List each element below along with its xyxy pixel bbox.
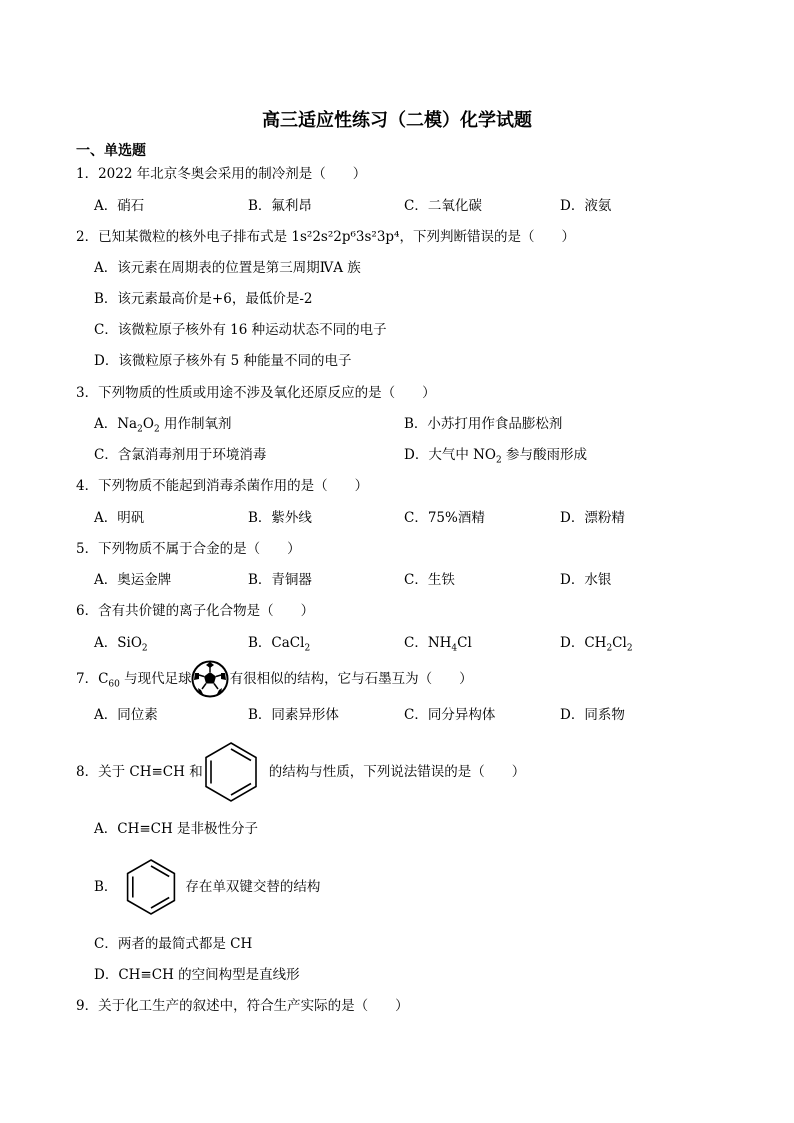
question-5: 5．下列物质不属于合金的是（ ） (76, 541, 301, 557)
q6-d-pre: D．CH (560, 635, 607, 651)
q6-d-sub2: 2 (626, 643, 633, 654)
q6-c-sub: 4 (451, 643, 458, 654)
q3-a-sub1: 2 (137, 424, 143, 435)
q3-d-post: 参与酸雨形成 (501, 447, 588, 463)
q7-stem-pre: 7．C (76, 671, 109, 687)
q3-option-c: C．含氯消毒剂用于环境消毒 (94, 447, 267, 463)
q2-option-c: C．该微粒原子核外有 16 种运动状态不同的电子 (94, 322, 387, 338)
q2-stem-pre: 2．已知某微粒的核外电子排布式是 (76, 229, 292, 245)
q6-c-pre: C．NH (404, 635, 452, 651)
q7-stem-sub: 60 (108, 679, 120, 690)
question-1: 1．2022 年北京冬奥会采用的制冷剂是（ ） (76, 166, 367, 182)
q4-option-a: A．明矾 (94, 510, 145, 526)
q7-stem-post: 有很相似的结构，它与石墨互为（ ） (229, 671, 473, 687)
q5-option-c: C．生铁 (404, 572, 455, 588)
q8-stem-post: 的结构与性质，下列说法错误的是（ ） (268, 764, 526, 780)
q6-option-b (248, 634, 310, 652)
q7-option-c: C．同分异构体 (404, 707, 496, 723)
q3-a-sub2: 2 (153, 424, 160, 435)
q6-a-sub: 2 (141, 643, 148, 654)
q7-stem-mid: 与现代足球 (119, 671, 192, 687)
q3-d-pre: D．大气中 NO (404, 447, 496, 463)
q5-option-b: B．青铜器 (248, 572, 312, 588)
page-title: 高三适应性练习（二模）化学试题 (262, 110, 532, 131)
q5-option-a: A．奥运金牌 (94, 572, 172, 588)
q5-option-d: D．水银 (560, 572, 612, 588)
question-2 (76, 228, 575, 246)
q6-a-pre: A．SiO (94, 635, 142, 651)
question-7 (76, 670, 473, 688)
q2-option-b: B．该元素最高价是+6，最低价是-2 (94, 291, 313, 307)
question-8 (76, 763, 525, 781)
q3-option-b: B．小苏打用作食品膨松剂 (404, 416, 563, 432)
q6-option-d (560, 634, 633, 652)
q6-option-a (94, 634, 148, 652)
question-6: 6．含有共价键的离子化合物是（ ） (76, 603, 315, 619)
q1-option-d: D．液氨 (560, 198, 612, 214)
q6-d-mid: Cl (612, 635, 627, 651)
q2-option-d: D．该微粒原子核外有 5 种能量不同的电子 (94, 353, 352, 369)
q6-option-c (404, 634, 472, 652)
q8-option-a: A．CH≡CH 是非极性分子 (94, 821, 259, 837)
q3-a-mid: O (142, 416, 154, 432)
q6-b-sub: 2 (304, 643, 311, 654)
benzene-ring-icon (199, 740, 263, 804)
soccer-ball-icon (191, 660, 229, 698)
q7-option-b: B．同素异形体 (248, 707, 339, 723)
q1-option-a: A．硝石 (94, 198, 145, 214)
q2-option-a: A．该元素在周期表的位置是第三周期ⅣA 族 (94, 260, 361, 276)
q3-option-d (404, 446, 587, 464)
q3-option-a (94, 415, 231, 433)
q4-option-b: B．紫外线 (248, 510, 312, 526)
q6-c-post: Cl (457, 635, 472, 651)
q3-a-post: 用作制氧剂 (159, 416, 232, 432)
q4-option-c: C．75%酒精 (404, 510, 485, 526)
q4-option-d: D．漂粉精 (560, 510, 625, 526)
q8-b-pre: B． (94, 879, 118, 895)
q8-stem-pre: 8．关于 CH≡CH 和 (76, 764, 203, 780)
q1-option-c: C．二氧化碳 (404, 198, 482, 214)
question-3: 3．下列物质的性质或用途不涉及氧化还原反应的是（ ） (76, 385, 436, 401)
q8-b-post: 存在单双键交替的结构 (185, 879, 321, 895)
q8-option-d: D．CH≡CH 的空间构型是直线形 (94, 967, 300, 983)
question-9: 9．关于化工生产的叙述中，符合生产实际的是（ ） (76, 998, 409, 1014)
question-4: 4．下列物质不能起到消毒杀菌作用的是（ ） (76, 478, 369, 494)
q6-b-pre: B．CaCl (248, 635, 305, 651)
q8-option-c: C．两者的最简式都是 CH (94, 936, 253, 952)
q6-d-sub1: 2 (606, 643, 613, 654)
q7-option-d: D．同系物 (560, 707, 625, 723)
electron-config: 1s²2s²2p⁶3s²3p⁴ (291, 229, 400, 245)
benzene-ring-icon (121, 857, 181, 917)
section-title: 一、单选题 (76, 143, 146, 159)
q3-d-sub: 2 (496, 455, 502, 466)
q2-stem-post: ，下列判断错误的是（ ） (399, 229, 575, 245)
q1-option-b: B．氟利昂 (248, 198, 312, 214)
q7-option-a: A．同位素 (94, 707, 158, 723)
q3-a-pre: A．Na (94, 416, 138, 432)
